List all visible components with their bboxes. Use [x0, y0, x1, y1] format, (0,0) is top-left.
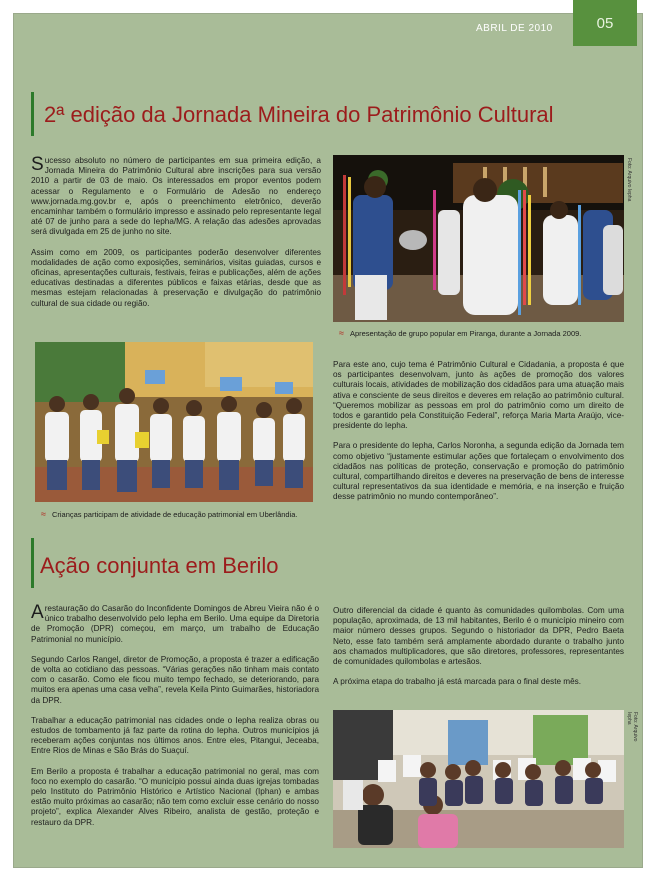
photo-caption	[333, 322, 624, 344]
paragraph: Sucesso absoluto no número de participantes em sua primeira edição, a Jornada Mineira do Patrimônio Cultural abre inscrições para sua versão 2010 a partir de 03 de maio. Os interessados em propor eventos podem acessar o Regulamento e o Formulário de Adesão no endereço www.jornada.mg.gov.br e, após o preenchimento eletrônico, deverão encaminhar também o formulário impresso e assinado pelo representante legal até 07 de junho para a sede do Iepha/MG. A relação das adesões aprovadas será divulgada em 25 de junho no site.	[31, 154, 321, 237]
paragraph: A próxima etapa do trabalho já está marcada para o final deste mês.	[333, 677, 582, 687]
photo-credit: Foto: Arquivo Iepha	[626, 712, 638, 742]
article-title: Ação conjunta em Berilo	[40, 553, 279, 578]
caption-text: Apresentação de grupo popular em Piranga, durante a Jornada 2009.	[349, 328, 582, 338]
article-text-theme	[333, 360, 624, 513]
photo-community-meeting	[333, 710, 624, 848]
drop-cap: S	[31, 154, 44, 175]
paragraph: Trabalhar a educação patrimonial nas cidades onde o Iepha realiza obras ou estudos de tombamento já faz parte da rotina do Iepha. Outros municípios já receberam ações conjuntas nos últimos anos. Entre eles, Pitangui, Jeceaba, Entre Rios de Minas e São Brás do Suaçuí.	[31, 715, 319, 756]
page-number: 05	[573, 0, 637, 46]
paragraph: A restauração do Casarão do Inconfidente Domingos de Abreu Vieira não é o único trabalho desenvolvido pelo Iepha em Berilo. Uma equipe da Diretoria de Promoção (DPR) começou, em março, um trabalho de Educação Patrimonial no município.	[31, 602, 319, 644]
photo-folk-group-performance	[333, 155, 624, 322]
caption-marker-icon: ≈	[339, 328, 344, 338]
photo-children-activity	[35, 342, 313, 502]
paragraph: Segundo Carlos Rangel, diretor de Promoção, a proposta é trazer a edificação de volta ao cotidiano das pessoas. “Várias gerações não tinham mais contato com o casarão. Como ele ficou muito tempo fechado, se deteriorando, para muitos era apenas uma casa velha”, revela Keila Pinto Guimarães, historiadora da DPR.	[31, 654, 319, 705]
article-title: 2ª edição da Jornada Mineira do Patrimônio Cultural	[44, 102, 554, 127]
paragraph: Para este ano, cujo tema é Patrimônio Cultural e Cidadania, a proposta é que os participantes desenvolvam, junto às ações de promoção dos valores culturais locais, atividades de mobilização dos cidadãos para uma atuação mais ativa e consciente de seus direitos e deveres em relação ao patrimônio cultural. “Queremos mobilizar as pessoas em prol do patrimônio como um direito de todos e garantido pela Constituição Federal”, reforça Maria Marta Araújo, vice-presidente do Iepha.	[333, 360, 624, 431]
paragraph: Em Berilo a proposta é trabalhar a educação patrimonial no geral, mas com foco no exemplo do casarão. “O município possui ainda duas igrejas tombadas pelo Instituto do Patrimônio Histórico e Artístico Nacional (Iphan) e ambas estão muito próximas ao casarão; não tem como excluir esse cenário do nosso projeto”, explica Alexander Alves Ribeiro, analista de gestão, proteção e restauro da DPR.	[31, 766, 319, 827]
drop-cap: A	[31, 602, 44, 623]
paragraph: Para o presidente do Iepha, Carlos Noronha, a segunda edição da Jornada tem como objetivo “justamente estimular ações que fortaleçam o envolvimento dos cidadãos nas políticas de proteção, conservação e promoção do patrimônio cultural, compartilhando direitos e deveres na preservação de bens de interesse cultural representativos da sua identidade e memória, e na inserção e fruição desse patrimônio no mundo contemporâneo”.	[333, 441, 624, 502]
paragraph: Outro diferencial da cidade é quanto às comunidades quilombolas. Com uma população, aproximada, de 13 mil habitantes, Berilo é o município mineiro com maior número desses grupos. Segundo o historiador da DPR, Pedro Baeta Neto, esse fato também será amplamente abordado durante o trabalho junto aos chamados multiplicadores, que são diretores, professores, representantes de comunidades quilombolas e artesãos.	[333, 606, 624, 667]
paragraph: Assim como em 2009, os participantes poderão desenvolver diferentes modalidades de ação como exposições, seminários, visitas guiadas, cursos e oficinas, apresentações culturais, festivais, feiras e publicações, além de ações educativas destinadas a diferentes públicos e faixas etárias, desde que as mesmas estejam relacionadas à preservação e divulgação do patrimônio cultural de sua cidade ou região.	[31, 247, 321, 308]
article-text-intro	[31, 156, 321, 319]
article-text-berilo	[31, 604, 319, 838]
caption-marker-icon: ≈	[41, 509, 46, 519]
title-accent-bar	[31, 538, 34, 588]
photo-credit: Foto: Arquivo Iepha	[626, 158, 632, 202]
article-text-quilombolas	[333, 606, 624, 697]
title-accent-bar	[31, 92, 34, 136]
issue-date: ABRIL DE 2010	[476, 23, 553, 34]
caption-text: Crianças participam de atividade de educação patrimonial em Uberlândia.	[51, 509, 298, 519]
photo-caption	[35, 502, 313, 526]
